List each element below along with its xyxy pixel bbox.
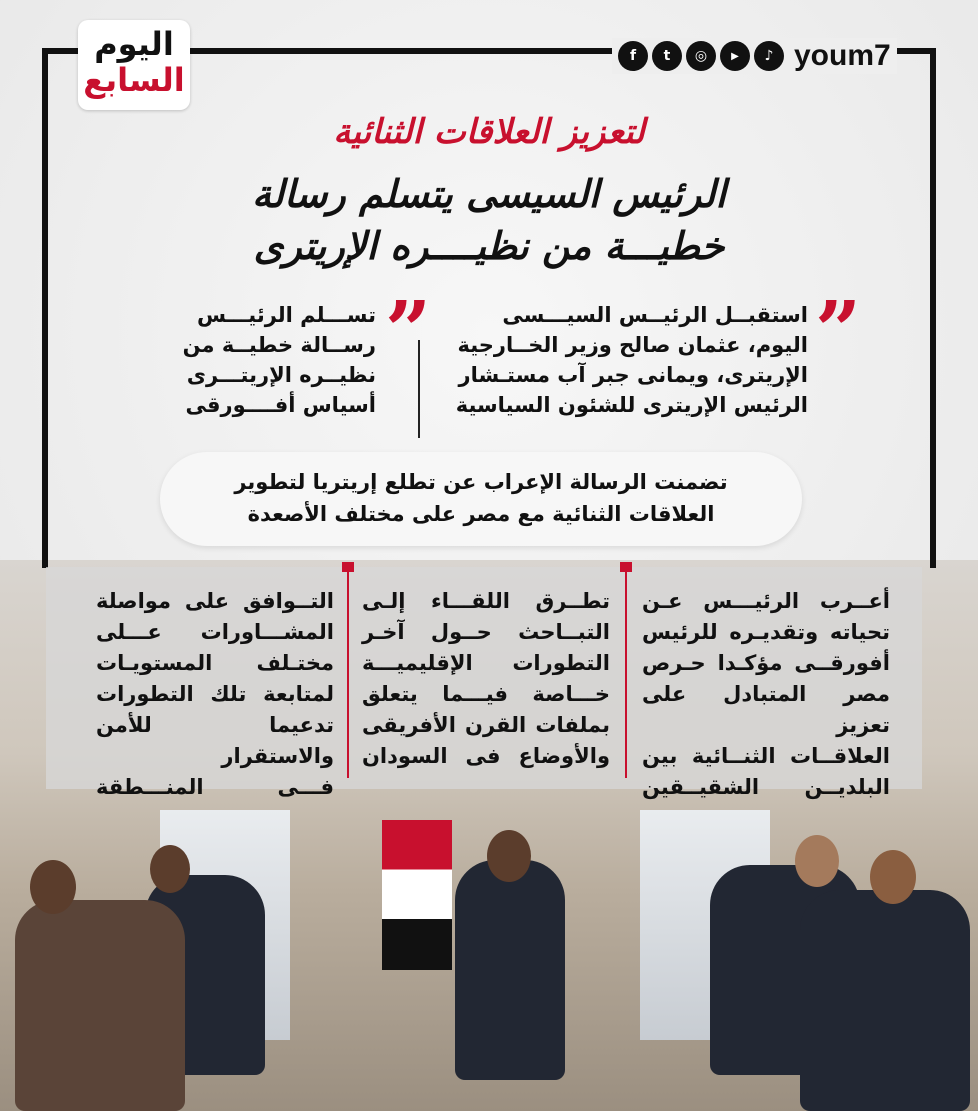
- column-divider: [347, 568, 349, 778]
- headline-line: خطيـــة من نظيــــره الإريترى: [253, 224, 725, 268]
- column-2: [362, 586, 610, 772]
- person-head: [795, 835, 839, 887]
- instagram-icon[interactable]: ◎: [686, 41, 716, 71]
- tiktok-icon[interactable]: ♪: [754, 41, 784, 71]
- column-1: [642, 586, 890, 803]
- summary-box: [160, 452, 802, 546]
- column-line: فـــى المنـــطقة: [96, 775, 334, 799]
- column-line: أعــرب الرئيـــس عـن: [642, 589, 890, 613]
- quote-line: نظيــره الإريتـــرى: [186, 363, 376, 387]
- summary-line: تضمنت الرسالة الإعراب عن تطلع إريتريا لتطوير: [234, 470, 728, 494]
- kicker-title: لتعزيز العلاقات الثنائية: [333, 112, 645, 152]
- person-head: [487, 830, 531, 882]
- brand-name: youm7: [794, 39, 891, 72]
- summary-line: العلاقات الثنائية مع مصر على مختلف الأصعدة: [247, 502, 715, 526]
- quote-line: تســـلم الرئيـــس: [197, 303, 376, 327]
- column-line: بملفات القرن الأفريقى: [362, 713, 610, 737]
- column-line: التبــاحث حــول آخـر: [362, 620, 610, 644]
- column-3: [96, 586, 334, 803]
- facebook-icon[interactable]: f: [618, 41, 648, 71]
- column-line: خـــاصة فيـــما يتعلق: [362, 682, 610, 706]
- person-head: [870, 850, 916, 904]
- column-line: مصر المتبادل على تعزيز: [642, 682, 890, 737]
- person: [455, 860, 565, 1080]
- youm7-logo[interactable]: [78, 20, 190, 110]
- quote-2: [158, 300, 376, 420]
- column-line: مختـلف المستويـات: [96, 651, 334, 675]
- column-divider: [625, 568, 627, 778]
- column-line: أفورقــى مؤكـدا حـرص: [642, 651, 890, 675]
- person-head: [150, 845, 190, 893]
- quote-mark-icon: ”: [815, 283, 862, 377]
- column-line: البلديــن الشقيــقين: [642, 775, 890, 799]
- quote-mark-icon: ”: [385, 283, 432, 377]
- quote-line: الإريترى، ويمانى جبر آب مستـشار: [458, 363, 808, 387]
- quote-line: استقبــل الرئيــس السيـــسى: [502, 303, 808, 327]
- social-bar: [612, 38, 897, 74]
- column-line: المشـــاورات عـــلى: [96, 620, 334, 644]
- quote-line: اليوم، عثمان صالح وزير الخــارجية: [457, 333, 808, 357]
- quote-line: أسياس أفــــورقى: [185, 393, 376, 417]
- quote-1: [448, 300, 808, 420]
- youtube-icon[interactable]: ▶: [720, 41, 750, 71]
- twitter-icon[interactable]: t: [652, 41, 682, 71]
- column-line: والأوضاع فى السودان: [362, 744, 610, 768]
- column-line: تطــرق اللقـــاء إلـى: [362, 589, 610, 613]
- column-line: تحياته وتقديـره للرئيس: [642, 620, 890, 644]
- person: [800, 890, 970, 1111]
- person-head: [30, 860, 76, 914]
- headline: [0, 168, 978, 272]
- person: [15, 900, 185, 1111]
- quote-line: رســالة خطيــة من: [182, 333, 376, 357]
- logo-line-1: اليوم: [94, 25, 174, 63]
- column-line: التــوافق على مواصلة: [96, 589, 334, 613]
- egypt-flag: [382, 820, 452, 970]
- headline-line: الرئيس السيسى يتسلم رسالة: [252, 172, 726, 216]
- logo-line-2: السابع: [83, 61, 185, 99]
- quote-line: الرئيس الإريترى للشئون السياسية: [455, 393, 808, 417]
- column-line: العلاقــات الثنــائية بين: [642, 744, 890, 768]
- column-line: التطورات الإقليميـــة: [362, 651, 610, 675]
- column-line: تدعيما للأمن والاستقرار: [96, 713, 334, 768]
- column-line: لمتابعة تلك التطورات: [96, 682, 334, 706]
